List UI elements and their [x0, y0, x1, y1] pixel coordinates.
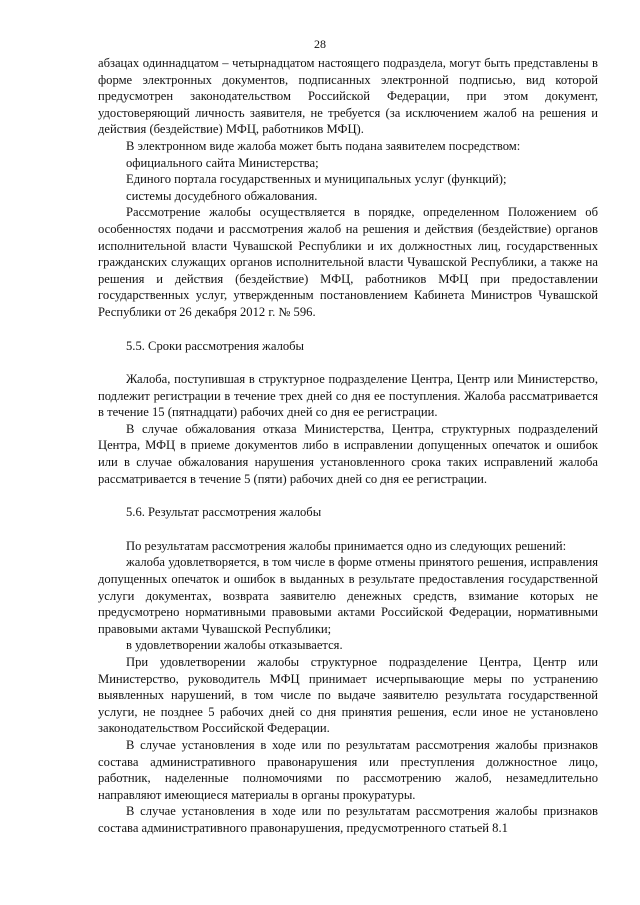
document-body — [98, 55, 598, 837]
page-number: 28 — [314, 37, 326, 51]
section-5-6-paragraph: В случае установления в ходе или по результатам рассмотрения жалобы признаков состава административного правонарушения или преступления должностное лицо, работник, наделенные полномочиями по рассмотрению жалоб, незамедлительно направляют имеющиеся материалы в органы прокуратуры. — [98, 737, 598, 802]
procedure-paragraph: Рассмотрение жалобы осуществляется в порядке, определенном Положением об особенностях подачи и рассмотрения жалоб на решения и действия (бездействие) органов исполнительной власти Чувашской Республики и их должностных лиц, государственных гражданских служащих органов исполнительной власти Чувашской Республики, а также на решения и действия (бездействие) МФЦ, работников МФЦ при предоставлении государственных услуг, утвержденным постановлением Кабинета Министров Чувашской Республики от 26 декабря 2012 г. № 596. — [98, 205, 598, 319]
section-5-6-paragraph: в удовлетворении жалобы отказывается. — [126, 638, 343, 653]
section-5-6-paragraph: В случае установления в ходе или по результатам рассмотрения жалобы признаков состава административного правонарушения, предусмотренного статьей 8.1 — [98, 804, 598, 835]
section-5-5-paragraph: В случае обжалования отказа Министерства, Центра, структурных подразделений Центра, МФЦ в приеме документов либо в исправлении допущенных опечаток и ошибок или в случае обжалования нарушения установленного срока таких исправлений жалоба рассматривается в течение 5 (пяти) рабочих дней со дня ее регистрации. — [98, 421, 598, 486]
channel-item: Единого портала государственных и муниципальных услуг (функций); — [126, 172, 507, 187]
section-5-5-heading: 5.5. Сроки рассмотрения жалобы — [126, 338, 305, 353]
section-5-6-paragraph: жалоба удовлетворяется, в том числе в форме отмены принятого решения, исправления допущенных опечаток и ошибок в выданных в результате предоставления государственной услуги документах, возврата заявителю денежных средств, взимание которых не предусмотрено нормативными правовыми актами Российской Федерации, нормативными правовыми актами Чувашской Республики; — [98, 555, 598, 636]
section-5-6-paragraph: При удовлетворении жалобы структурное подразделение Центра, Центр или Министерство, руководитель МФЦ принимает исчерпывающие меры по устранению выявленных нарушений, в том числе по выдаче заявителю результата государственной услуги, не позднее 5 рабочих дней со дня принятия решения, если иное не установлено законодательством Российской Федерации. — [98, 655, 598, 736]
intro-continuation-paragraph: абзацах одиннадцатом – четырнадцатом настоящего подраздела, могут быть представлены в форме электронных документов, подписанных электронной подписью, вид которой предусмотрен законодательством Российской Федерации, при этом документ, удостоверяющий личность заявителя, не требуется (за исключением жалоб на решения и действия (бездействие) МФЦ, работников МФЦ). — [98, 56, 598, 137]
section-5-6-paragraph: По результатам рассмотрения жалобы принимается одно из следующих решений: — [126, 538, 567, 553]
electronic-submission-intro: В электронном виде жалоба может быть подана заявителем посредством: — [126, 138, 521, 153]
section-5-5-paragraph: Жалоба, поступившая в структурное подразделение Центра, Центр или Министерство, подлежит регистрации в течение трех дней со дня ее поступления. Жалоба рассматривается в течение 15 (пятнадцати) рабочих дней со дня ее регистрации. — [98, 372, 598, 420]
channel-item: системы досудебного обжалования. — [126, 188, 318, 203]
channel-item: официального сайта Министерства; — [126, 155, 319, 170]
section-5-6-heading: 5.6. Результат рассмотрения жалобы — [126, 505, 322, 520]
